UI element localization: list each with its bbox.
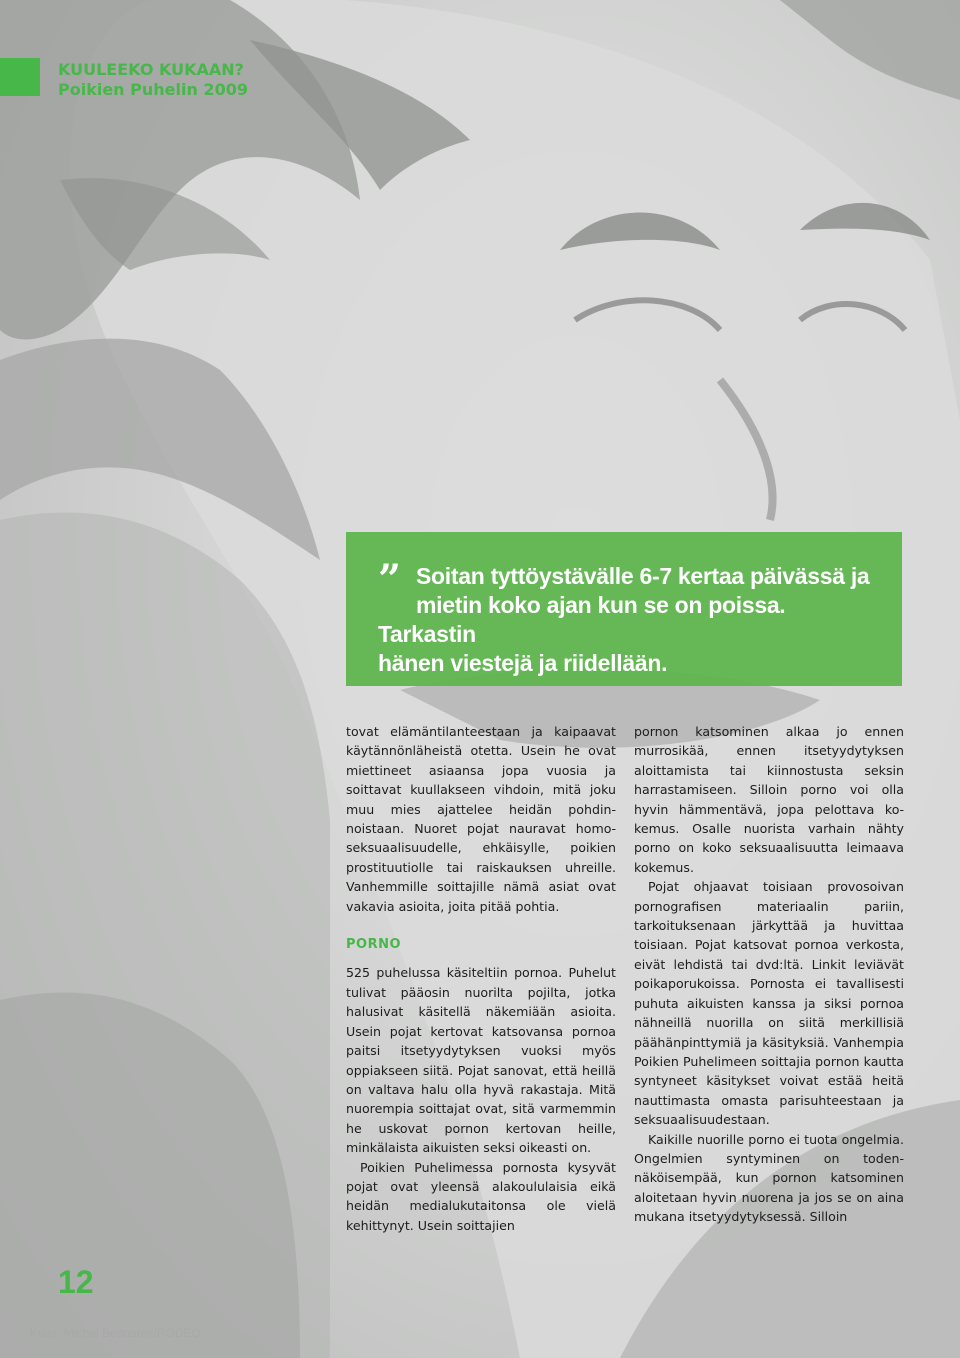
quote-mark-icon: ” [378,556,402,603]
paragraph: pornon katsominen alkaa jo ennen murrosikää, ennen itsetyydytyksen aloittamista tai kiinnostusta seksin harrastamiseen. Silloin porno voi olla hyvin hämmentävä, jopa pelottava kokemus. Osalle nuorista varhain nähty porno on koko seksuaalisuutta leimaava kokemus. [634,724,904,875]
text-column-left [346,722,616,1235]
page-header [58,60,248,100]
pull-quote-line-1: Soitan tyttöystävälle 6-7 kertaa päivässä ja [416,563,870,589]
paragraph: Kaikille nuorille porno ei tuota ongelmia. Ongelmien syntyminen on todennäköisempää, kun pornon katsominen aloitetaan hyvin nuorena ja jos se on aina mukana itsetyydytyksessä. Silloin [634,1131,904,1225]
header-title: KUULEEKO KUKAAN? [58,60,244,79]
header-subtitle: Poikien Puhelin 2009 [58,80,248,99]
page-number: 12 [58,1264,94,1300]
paragraph: 525 puhelussa käsiteltiin pornoa. Puhelut tulivat pääosin nuorilta pojilta, jotka halusivat käsitellä näkemiään asioita. Usein pojat kertovat katsovansa pornoa paitsi itsetyydytyksen vuoksi myös oppiakseen siitä. Pojat sanovat, että heillä on valtava halu olla hyvä rakastaja. Mitä nuorempia soittajat ovat, sitä varmemmin he uskovat pornon kertovan heille, minkälaista aikuisten seksi oikeasti on. [346,965,616,1156]
pull-quote-line-3: hänen viestejä ja riidellään. [378,650,668,676]
paragraph: Pojat ohjaavat toisiaan provosoivan pornografisen materiaalin pariin, tarkoituksenaan järkyttää ja huvittaa toisiaan. Pojat katsovat pornoa verkosta, eivät lehdistä tai dvd:ltä. Linkit leviävät poikaporukoissa. Pornosta ei tavallisesti puhuta aikuisten kanssa ja siksi pornoa nähneillä nuorilla on siitä merkillisiä päähänpinttymiä ja käsityksiä. Vanhempia Poikien Puhelimeen soittajia pornon kautta syntyneet käsitykset voivat estää heitä nauttimasta omasta parisuhteestaan ja seksuaalisuudestaan. [634,879,904,1128]
text-column-right [634,722,904,1227]
accent-tab [0,58,40,96]
paragraph: Poikien Puhelimessa pornosta kysyvät pojat ovat yleensä alakoululaisia eikä heidän medialukutaitonsa ole vielä kehittynyt. Usein soittajien [346,1159,616,1233]
pull-quote [378,556,878,678]
section-heading: PORNO [346,937,402,953]
paragraph: tovat elämäntilanteestaan ja kaipaavat käytännönläheistä otetta. Usein he ovat miettineet asiaansa jopa vuosia ja soittavat kuullakseen vihdoin, mitä joku muu mies ajattelee heidän pohdinnoistaan. Nuoret pojat nauravat homoseksuaalisuudelle, ehkäisylle, poikien prostituutiolle tai raiskauksen uhreille. Vanhemmille soittajille nämä asiat ovat vakavia asioita, joita pitää pohtia. [346,724,616,914]
pull-quote-line-2: mietin koko ajan kun se on poissa. Tarkastin [378,592,786,647]
photo-credit: Kuva: Michal Bednarek/RODEO [30,1326,201,1340]
